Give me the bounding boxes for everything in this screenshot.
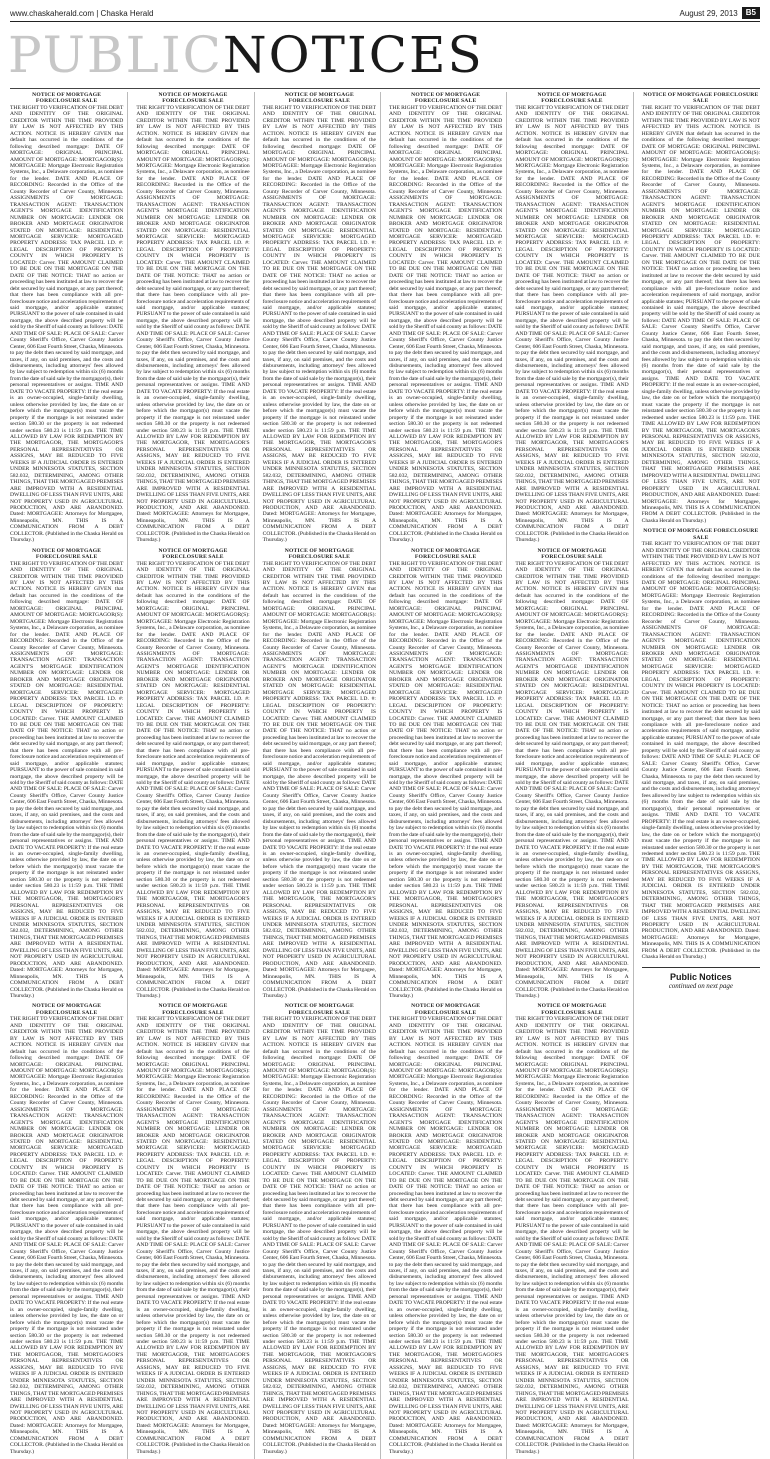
notice-body: THE RIGHT TO VERIFICATION OF THE DEBT AND IDENTITY OF THE ORIGINAL CREDITOR WITHIN THE TIME PROVIDED BY LAW IS NOT AFFECTED BY THIS ACTION. NOTICE IS HEREBY GIVEN that default has occurred in the conditions of the following described mortgage: DATE OF MORTGAGE: ORIGINAL PRINCIPAL AMOUNT OF MORTGAGE: MORTGAGOR(S): MORTGAGEE: Mortgage Electronic Registration Systems, Inc., a Delaware corporation, as nominee for the lender. DATE AND PLACE OF RECORDING: Recorded in the Office of the County Recorder of Carver County, Minnesota. ASSIGNMENTS OF MORTGAGE: TRANSACTION AGENT: TRANSACTION AGENT'S MORTGAGE IDENTIFICATION NUMBER ON MORTGAGE: LENDER OR BROKER AND MORTGAGE ORIGINATOR STATED ON MORTGAGE: RESIDENTIAL MORTGAGE SERVICER: MORTGAGED PROPERTY ADDRESS: TAX PARCEL I.D. #: LEGAL DESCRIPTION OF PROPERTY: COUNTY IN WHICH PROPERTY IS LOCATED: Carver. THE AMOUNT CLAIMED TO BE DUE ON THE MORTGAGE ON THE DATE OF THE NOTICE: THAT no action or proceeding has been instituted at law to recover the debt secured by said mortgage, or any part thereof; that there has been compliance with all pre-foreclosure notice and acceleration requirements of said mortgage, and/or applicable statutes; PURSUANT to the power of sale contained in said mortgage, the above described property will be sold by the Sheriff of said county as follows: DATE AND TIME OF SALE: PLACE OF SALE: Carver County Sheriff's Office, Carver County Justice Center, 606 East Fourth Street, Chaska, Minnesota. to pay the debt then secured by said mortgage, and taxes, if any, on said premises, and the costs and disbursements, including attorneys' fees allowed by law subject to redemption within six (6) months from the date of said sale by the mortgagor(s), their personal representatives or assigns. TIME AND DATE TO VACATE PROPERTY: If the real estate is an owner-occupied, single-family dwelling, unless otherwise provided by law, the date on or before which the mortgagor(s) must vacate the property if the mortgage is not reinstated under section 580.30 or the property is not redeemed under section 580.23 is 11:59 p.m. THE TIME ALLOWED BY LAW FOR REDEMPTION BY THE MORTGAGOR, THE MORTGAGOR'S PERSONAL REPRESENTATIVES OR ASSIGNS, MAY BE REDUCED TO FIVE WEEKS IF A JUDICIAL ORDER IS ENTERED UNDER MINNESOTA STATUTES, SECTION 582.032, DETERMINING, AMONG OTHER THINGS, THAT THE MORTGAGED PREMISES ARE IMPROVED WITH A RESIDENTIAL DWELLING OF LESS THAN FIVE UNITS, ARE NOT PROPERTY USED IN AGRICULTURAL PRODUCTION, AND ARE ABANDONED. Dated: MORTGAGEE: Attorneys for Mortgagee, Minneapolis, MN. THIS IS A COMMUNICATION FROM A DEBT COLLECTOR. (Published in the Chaska Herald on Thursday.)	[262, 104, 376, 544]
notice-body: THE RIGHT TO VERIFICATION OF THE DEBT AND IDENTITY OF THE ORIGINAL CREDITOR WITHIN THE TIME PROVIDED BY LAW IS NOT AFFECTED BY THIS ACTION. NOTICE IS HEREBY GIVEN that default has occurred in the conditions of the following described mortgage: DATE OF MORTGAGE: ORIGINAL PRINCIPAL AMOUNT OF MORTGAGE: MORTGAGOR(S): MORTGAGEE: Mortgage Electronic Registration Systems, Inc., a Delaware corporation, as nominee for the lender. DATE AND PLACE OF RECORDING: Recorded in the Office of the County Recorder of Carver County, Minnesota. ASSIGNMENTS OF MORTGAGE: TRANSACTION AGENT: TRANSACTION AGENT'S MORTGAGE IDENTIFICATION NUMBER ON MORTGAGE: LENDER OR BROKER AND MORTGAGE ORIGINATOR STATED ON MORTGAGE: RESIDENTIAL MORTGAGE SERVICER: MORTGAGED PROPERTY ADDRESS: TAX PARCEL I.D. #: LEGAL DESCRIPTION OF PROPERTY: COUNTY IN WHICH PROPERTY IS LOCATED: Carver. THE AMOUNT CLAIMED TO BE DUE ON THE MORTGAGE ON THE DATE OF THE NOTICE: THAT no action or proceeding has been instituted at law to recover the debt secured by said mortgage, or any part thereof; that there has been compliance with all pre-foreclosure notice and acceleration requirements of said mortgage, and/or applicable statutes; PURSUANT to the power of sale contained in said mortgage, the above described property will be sold by the Sheriff of said county as follows: DATE AND TIME OF SALE: PLACE OF SALE: Carver County Sheriff's Office, Carver County Justice Center, 606 East Fourth Street, Chaska, Minnesota. to pay the debt then secured by said mortgage, and taxes, if any, on said premises, and the costs and disbursements, including attorneys' fees allowed by law subject to redemption within six (6) months from the date of said sale by the mortgagor(s), their personal representatives or assigns. TIME AND DATE TO VACATE PROPERTY: If the real estate is an owner-occupied, single-family dwelling, unless otherwise provided by law, the date on or before which the mortgagor(s) must vacate the property if the mortgage is not reinstated under section 580.30 or the property is not redeemed under section 580.23 is 11:59 p.m. THE TIME ALLOWED BY LAW FOR REDEMPTION BY THE MORTGAGOR, THE MORTGAGOR'S PERSONAL REPRESENTATIVES OR ASSIGNS, MAY BE REDUCED TO FIVE WEEKS IF A JUDICIAL ORDER IS ENTERED UNDER MINNESOTA STATUTES, SECTION 582.032, DETERMINING, AMONG OTHER THINGS, THAT THE MORTGAGED PREMISES ARE IMPROVED WITH A RESIDENTIAL DWELLING OF LESS THAN FIVE UNITS, ARE NOT PROPERTY USED IN AGRICULTURAL PRODUCTION, AND ARE ABANDONED. Dated: MORTGAGEE: Attorneys for Mortgagee, Minneapolis, MN. THIS IS A COMMUNICATION FROM A DEBT COLLECTOR. (Published in the Chaska Herald on Thursday.)	[262, 1016, 376, 1455]
notice-heading: NOTICE OF MORTGAGE FORECLOSURE SALE	[32, 1003, 102, 1016]
section-masthead	[8, 24, 484, 86]
masthead-title-dark: NOTICES	[222, 26, 484, 84]
notice-body: THE RIGHT TO VERIFICATION OF THE DEBT AND IDENTITY OF THE ORIGINAL CREDITOR WITHIN THE TIME PROVIDED BY LAW IS NOT AFFECTED BY THIS ACTION. NOTICE IS HEREBY GIVEN that default has occurred in the conditions of the following described mortgage: DATE OF MORTGAGE: ORIGINAL PRINCIPAL AMOUNT OF MORTGAGE: MORTGAGOR(S): MORTGAGEE: Mortgage Electronic Registration Systems, Inc., a Delaware corporation, as nominee for the lender. DATE AND PLACE OF RECORDING: Recorded in the Office of the County Recorder of Carver County, Minnesota. ASSIGNMENTS OF MORTGAGE: TRANSACTION AGENT: TRANSACTION AGENT'S MORTGAGE IDENTIFICATION NUMBER ON MORTGAGE: LENDER OR BROKER AND MORTGAGE ORIGINATOR STATED ON MORTGAGE: RESIDENTIAL MORTGAGE SERVICER: MORTGAGED PROPERTY ADDRESS: TAX PARCEL I.D. #: LEGAL DESCRIPTION OF PROPERTY: COUNTY IN WHICH PROPERTY IS LOCATED: Carver. THE AMOUNT CLAIMED TO BE DUE ON THE MORTGAGE ON THE DATE OF THE NOTICE: THAT no action or proceeding has been instituted at law to recover the debt secured by said mortgage, or any part thereof; that there has been compliance with all pre-foreclosure notice and acceleration requirements of said mortgage, and/or applicable statutes; PURSUANT to the power of sale contained in said mortgage, the above described property will be sold by the Sheriff of said county as follows: DATE AND TIME OF SALE: PLACE OF SALE: Carver County Sheriff's Office, Carver County Justice Center, 606 East Fourth Street, Chaska, Minnesota. to pay the debt then secured by said mortgage, and taxes, if any, on said premises, and the costs and disbursements, including attorneys' fees allowed by law subject to redemption within six (6) months from the date of said sale by the mortgagor(s), their personal representatives or assigns. TIME AND DATE TO VACATE PROPERTY: If the real estate is an owner-occupied, single-family dwelling, unless otherwise provided by law, the date on or before which the mortgagor(s) must vacate the property if the mortgage is not reinstated under section 580.30 or the property is not redeemed under section 580.23 is 11:59 p.m. THE TIME ALLOWED BY LAW FOR REDEMPTION BY THE MORTGAGOR, THE MORTGAGOR'S PERSONAL REPRESENTATIVES OR ASSIGNS, MAY BE REDUCED TO FIVE WEEKS IF A JUDICIAL ORDER IS ENTERED UNDER MINNESOTA STATUTES, SECTION 582.032, DETERMINING, AMONG OTHER THINGS, THAT THE MORTGAGED PREMISES ARE IMPROVED WITH A RESIDENTIAL DWELLING OF LESS THAN FIVE UNITS, ARE NOT PROPERTY USED IN AGRICULTURAL PRODUCTION, AND ARE ABANDONED. Dated: MORTGAGEE: Attorneys for Mortgagee, Minneapolis, MN. THIS IS A COMMUNICATION FROM A DEBT COLLECTOR. (Published in the Chaska Herald on Thursday.)	[136, 1016, 250, 1455]
legal-notice	[515, 92, 628, 544]
legal-notice	[136, 1003, 249, 1455]
notice-heading: NOTICE OF MORTGAGE FORECLOSURE SALE	[32, 547, 102, 561]
legal-notice	[515, 1003, 628, 1455]
footer-subtitle: continued on next page	[668, 981, 733, 990]
notice-body: THE RIGHT TO VERIFICATION OF THE DEBT AND IDENTITY OF THE ORIGINAL CREDITOR WITHIN THE TIME PROVIDED BY LAW IS NOT AFFECTED BY THIS ACTION. NOTICE IS HEREBY GIVEN that default has occurred in the conditions of the following described mortgage: DATE OF MORTGAGE: ORIGINAL PRINCIPAL AMOUNT OF MORTGAGE: MORTGAGOR(S): MORTGAGEE: Mortgage Electronic Registration Systems, Inc., a Delaware corporation, as nominee for the lender. DATE AND PLACE OF RECORDING: Recorded in the Office of the County Recorder of Carver County, Minnesota. ASSIGNMENTS OF MORTGAGE: TRANSACTION AGENT: TRANSACTION AGENT'S MORTGAGE IDENTIFICATION NUMBER ON MORTGAGE: LENDER OR BROKER AND MORTGAGE ORIGINATOR STATED ON MORTGAGE: RESIDENTIAL MORTGAGE SERVICER: MORTGAGED PROPERTY ADDRESS: TAX PARCEL I.D. #: LEGAL DESCRIPTION OF PROPERTY: COUNTY IN WHICH PROPERTY IS LOCATED: Carver. THE AMOUNT CLAIMED TO BE DUE ON THE MORTGAGE ON THE DATE OF THE NOTICE: THAT no action or proceeding has been instituted at law to recover the debt secured by said mortgage, or any part thereof; that there has been compliance with all pre-foreclosure notice and acceleration requirements of said mortgage, and/or applicable statutes; PURSUANT to the power of sale contained in said mortgage, the above described property will be sold by the Sheriff of said county as follows: DATE AND TIME OF SALE: PLACE OF SALE: Carver County Sheriff's Office, Carver County Justice Center, 606 East Fourth Street, Chaska, Minnesota. to pay the debt then secured by said mortgage, and taxes, if any, on said premises, and the costs and disbursements, including attorneys' fees allowed by law subject to redemption within six (6) months from the date of said sale by the mortgagor(s), their personal representatives or assigns. TIME AND DATE TO VACATE PROPERTY: If the real estate is an owner-occupied, single-family dwelling, unless otherwise provided by law, the date on or before which the mortgagor(s) must vacate the property if the mortgage is not reinstated under section 580.30 or the property is not redeemed under section 580.23 is 11:59 p.m. THE TIME ALLOWED BY LAW FOR REDEMPTION BY THE MORTGAGOR, THE MORTGAGOR'S PERSONAL REPRESENTATIVES OR ASSIGNS, MAY BE REDUCED TO FIVE WEEKS IF A JUDICIAL ORDER IS ENTERED UNDER MINNESOTA STATUTES, SECTION 582.032, DETERMINING, AMONG OTHER THINGS, THAT THE MORTGAGED PREMISES ARE IMPROVED WITH A RESIDENTIAL DWELLING OF LESS THAN FIVE UNITS, ARE NOT PROPERTY USED IN AGRICULTURAL PRODUCTION, AND ARE ABANDONED. Dated: MORTGAGEE: Attorneys for Mortgagee, Minneapolis, MN. THIS IS A COMMUNICATION FROM A DEBT COLLECTOR. (Published in the Chaska Herald on Thursday.)	[389, 560, 503, 999]
notice-heading: NOTICE OF MORTGAGE FORECLOSURE SALE	[284, 1003, 354, 1016]
legal-notice	[642, 92, 760, 524]
column-6	[642, 92, 760, 1459]
column-3	[263, 92, 381, 1459]
continued-footer	[642, 967, 760, 990]
notice-heading: NOTICE OF MORTGAGE FORECLOSURE SALE	[32, 92, 102, 105]
header-right	[679, 7, 760, 19]
legal-notice	[263, 1003, 376, 1455]
column-5	[515, 92, 633, 1459]
notice-body: THE RIGHT TO VERIFICATION OF THE DEBT AND IDENTITY OF THE ORIGINAL CREDITOR WITHIN THE TIME PROVIDED BY LAW IS NOT AFFECTED BY THIS ACTION. NOTICE IS HEREBY GIVEN that default has occurred in the conditions of the following described mortgage: DATE OF MORTGAGE: ORIGINAL PRINCIPAL AMOUNT OF MORTGAGE: MORTGAGOR(S): MORTGAGEE: Mortgage Electronic Registration Systems, Inc., a Delaware corporation, as nominee for the lender. DATE AND PLACE OF RECORDING: Recorded in the Office of the County Recorder of Carver County, Minnesota. ASSIGNMENTS OF MORTGAGE: TRANSACTION AGENT: TRANSACTION AGENT'S MORTGAGE IDENTIFICATION NUMBER ON MORTGAGE: LENDER OR BROKER AND MORTGAGE ORIGINATOR STATED ON MORTGAGE: RESIDENTIAL MORTGAGE SERVICER: MORTGAGED PROPERTY ADDRESS: TAX PARCEL I.D. #: LEGAL DESCRIPTION OF PROPERTY: COUNTY IN WHICH PROPERTY IS LOCATED: Carver. THE AMOUNT CLAIMED TO BE DUE ON THE MORTGAGE ON THE DATE OF THE NOTICE: THAT no action or proceeding has been instituted at law to recover the debt secured by said mortgage, or any part thereof; that there has been compliance with all pre-foreclosure notice and acceleration requirements of said mortgage, and/or applicable statutes; PURSUANT to the power of sale contained in said mortgage, the above described property will be sold by the Sheriff of said county as follows: DATE AND TIME OF SALE: PLACE OF SALE: Carver County Sheriff's Office, Carver County Justice Center, 606 East Fourth Street, Chaska, Minnesota. to pay the debt then secured by said mortgage, and taxes, if any, on said premises, and the costs and disbursements, including attorneys' fees allowed by law subject to redemption within six (6) months from the date of said sale by the mortgagor(s), their personal representatives or assigns. TIME AND DATE TO VACATE PROPERTY: If the real estate is an owner-occupied, single-family dwelling, unless otherwise provided by law, the date on or before which the mortgagor(s) must vacate the property if the mortgage is not reinstated under section 580.30 or the property is not redeemed under section 580.23 is 11:59 p.m. THE TIME ALLOWED BY LAW FOR REDEMPTION BY THE MORTGAGOR, THE MORTGAGOR'S PERSONAL REPRESENTATIVES OR ASSIGNS, MAY BE REDUCED TO FIVE WEEKS IF A JUDICIAL ORDER IS ENTERED UNDER MINNESOTA STATUTES, SECTION 582.032, DETERMINING, AMONG OTHER THINGS, THAT THE MORTGAGED PREMISES ARE IMPROVED WITH A RESIDENTIAL DWELLING OF LESS THAN FIVE UNITS, ARE NOT PROPERTY USED IN AGRICULTURAL PRODUCTION, AND ARE ABANDONED. Dated: MORTGAGEE: Attorneys for Mortgagee, Minneapolis, MN. THIS IS A COMMUNICATION FROM A DEBT COLLECTOR. (Published in the Chaska Herald on Thursday.)	[136, 560, 250, 999]
page-number-badge: B5	[742, 7, 760, 19]
legal-notice	[389, 1003, 502, 1455]
column-4	[389, 92, 507, 1459]
notice-heading: NOTICE OF MORTGAGE FORECLOSURE SALE	[537, 92, 607, 105]
legal-notice	[136, 548, 249, 1000]
notice-body: THE RIGHT TO VERIFICATION OF THE DEBT AND IDENTITY OF THE ORIGINAL CREDITOR WITHIN THE TIME PROVIDED BY LAW IS NOT AFFECTED BY THIS ACTION. NOTICE IS HEREBY GIVEN that default has occurred in the conditions of the following described mortgage: DATE OF MORTGAGE: ORIGINAL PRINCIPAL AMOUNT OF MORTGAGE: MORTGAGOR(S): MORTGAGEE: Mortgage Electronic Registration Systems, Inc., a Delaware corporation, as nominee for the lender. DATE AND PLACE OF RECORDING: Recorded in the Office of the County Recorder of Carver County, Minnesota. ASSIGNMENTS OF MORTGAGE: TRANSACTION AGENT: TRANSACTION AGENT'S MORTGAGE IDENTIFICATION NUMBER ON MORTGAGE: LENDER OR BROKER AND MORTGAGE ORIGINATOR STATED ON MORTGAGE: RESIDENTIAL MORTGAGE SERVICER: MORTGAGED PROPERTY ADDRESS: TAX PARCEL I.D. #: LEGAL DESCRIPTION OF PROPERTY: COUNTY IN WHICH PROPERTY IS LOCATED: Carver. THE AMOUNT CLAIMED TO BE DUE ON THE MORTGAGE ON THE DATE OF THE NOTICE: THAT no action or proceeding has been instituted at law to recover the debt secured by said mortgage, or any part thereof; that there has been compliance with all pre-foreclosure notice and acceleration requirements of said mortgage, and/or applicable statutes; PURSUANT to the power of sale contained in said mortgage, the above described property will be sold by the Sheriff of said county as follows: DATE AND TIME OF SALE: PLACE OF SALE: Carver County Sheriff's Office, Carver County Justice Center, 606 East Fourth Street, Chaska, Minnesota. to pay the debt then secured by said mortgage, and taxes, if any, on said premises, and the costs and disbursements, including attorneys' fees allowed by law subject to redemption within six (6) months from the date of said sale by the mortgagor(s), their personal representatives or assigns. TIME AND DATE TO VACATE PROPERTY: If the real estate is an owner-occupied, single-family dwelling, unless otherwise provided by law, the date on or before which the mortgagor(s) must vacate the property if the mortgage is not reinstated under section 580.30 or the property is not redeemed under section 580.23 is 11:59 p.m. THE TIME ALLOWED BY LAW FOR REDEMPTION BY THE MORTGAGOR, THE MORTGAGOR'S PERSONAL REPRESENTATIVES OR ASSIGNS, MAY BE REDUCED TO FIVE WEEKS IF A JUDICIAL ORDER IS ENTERED UNDER MINNESOTA STATUTES, SECTION 582.032, DETERMINING, AMONG OTHER THINGS, THAT THE MORTGAGED PREMISES ARE IMPROVED WITH A RESIDENTIAL DWELLING OF LESS THAN FIVE UNITS, ARE NOT PROPERTY USED IN AGRICULTURAL PRODUCTION, AND ARE ABANDONED. Dated: MORTGAGEE: Attorneys for Mortgagee, Minneapolis, MN. THIS IS A COMMUNICATION FROM A DEBT COLLECTOR. (Published in the Chaska Herald on Thursday.)	[641, 541, 760, 961]
column-1	[10, 92, 128, 1459]
notice-body: THE RIGHT TO VERIFICATION OF THE DEBT AND IDENTITY OF THE ORIGINAL CREDITOR WITHIN THE TIME PROVIDED BY LAW IS NOT AFFECTED BY THIS ACTION. NOTICE IS HEREBY GIVEN that default has occurred in the conditions of the following described mortgage: DATE OF MORTGAGE: ORIGINAL PRINCIPAL AMOUNT OF MORTGAGE: MORTGAGOR(S): MORTGAGEE: Mortgage Electronic Registration Systems, Inc., a Delaware corporation, as nominee for the lender. DATE AND PLACE OF RECORDING: Recorded in the Office of the County Recorder of Carver County, Minnesota. ASSIGNMENTS OF MORTGAGE: TRANSACTION AGENT: TRANSACTION AGENT'S MORTGAGE IDENTIFICATION NUMBER ON MORTGAGE: LENDER OR BROKER AND MORTGAGE ORIGINATOR STATED ON MORTGAGE: RESIDENTIAL MORTGAGE SERVICER: MORTGAGED PROPERTY ADDRESS: TAX PARCEL I.D. #: LEGAL DESCRIPTION OF PROPERTY: COUNTY IN WHICH PROPERTY IS LOCATED: Carver. THE AMOUNT CLAIMED TO BE DUE ON THE MORTGAGE ON THE DATE OF THE NOTICE: THAT no action or proceeding has been instituted at law to recover the debt secured by said mortgage, or any part thereof; that there has been compliance with all pre-foreclosure notice and acceleration requirements of said mortgage, and/or applicable statutes; PURSUANT to the power of sale contained in said mortgage, the above described property will be sold by the Sheriff of said county as follows: DATE AND TIME OF SALE: PLACE OF SALE: Carver County Sheriff's Office, Carver County Justice Center, 606 East Fourth Street, Chaska, Minnesota. to pay the debt then secured by said mortgage, and taxes, if any, on said premises, and the costs and disbursements, including attorneys' fees allowed by law subject to redemption within six (6) months from the date of said sale by the mortgagor(s), their personal representatives or assigns. TIME AND DATE TO VACATE PROPERTY: If the real estate is an owner-occupied, single-family dwelling, unless otherwise provided by law, the date on or before which the mortgagor(s) must vacate the property if the mortgage is not reinstated under section 580.30 or the property is not redeemed under section 580.23 is 11:59 p.m. THE TIME ALLOWED BY LAW FOR REDEMPTION BY THE MORTGAGOR, THE MORTGAGOR'S PERSONAL REPRESENTATIVES OR ASSIGNS, MAY BE REDUCED TO FIVE WEEKS IF A JUDICIAL ORDER IS ENTERED UNDER MINNESOTA STATUTES, SECTION 582.032, DETERMINING, AMONG OTHER THINGS, THAT THE MORTGAGED PREMISES ARE IMPROVED WITH A RESIDENTIAL DWELLING OF LESS THAN FIVE UNITS, ARE NOT PROPERTY USED IN AGRICULTURAL PRODUCTION, AND ARE ABANDONED. Dated: MORTGAGEE: Attorneys for Mortgagee, Minneapolis, MN. THIS IS A COMMUNICATION FROM A DEBT COLLECTOR. (Published in the Chaska Herald on Thursday.)	[389, 1016, 503, 1455]
legal-notice	[10, 548, 123, 1000]
notice-heading: NOTICE OF MORTGAGE FORECLOSURE SALE	[158, 92, 228, 105]
notice-body: THE RIGHT TO VERIFICATION OF THE DEBT AND IDENTITY OF THE ORIGINAL CREDITOR WITHIN THE TIME PROVIDED BY LAW IS NOT AFFECTED BY THIS ACTION. NOTICE IS HEREBY GIVEN that default has occurred in the conditions of the following described mortgage: DATE OF MORTGAGE: ORIGINAL PRINCIPAL AMOUNT OF MORTGAGE: MORTGAGOR(S): MORTGAGEE: Mortgage Electronic Registration Systems, Inc., a Delaware corporation, as nominee for the lender. DATE AND PLACE OF RECORDING: Recorded in the Office of the County Recorder of Carver County, Minnesota. ASSIGNMENTS OF MORTGAGE: TRANSACTION AGENT: TRANSACTION AGENT'S MORTGAGE IDENTIFICATION NUMBER ON MORTGAGE: LENDER OR BROKER AND MORTGAGE ORIGINATOR STATED ON MORTGAGE: RESIDENTIAL MORTGAGE SERVICER: MORTGAGED PROPERTY ADDRESS: TAX PARCEL I.D. #: LEGAL DESCRIPTION OF PROPERTY: COUNTY IN WHICH PROPERTY IS LOCATED: Carver. THE AMOUNT CLAIMED TO BE DUE ON THE MORTGAGE ON THE DATE OF THE NOTICE: THAT no action or proceeding has been instituted at law to recover the debt secured by said mortgage, or any part thereof; that there has been compliance with all pre-foreclosure notice and acceleration requirements of said mortgage, and/or applicable statutes; PURSUANT to the power of sale contained in said mortgage, the above described property will be sold by the Sheriff of said county as follows: DATE AND TIME OF SALE: PLACE OF SALE: Carver County Sheriff's Office, Carver County Justice Center, 606 East Fourth Street, Chaska, Minnesota. to pay the debt then secured by said mortgage, and taxes, if any, on said premises, and the costs and disbursements, including attorneys' fees allowed by law subject to redemption within six (6) months from the date of said sale by the mortgagor(s), their personal representatives or assigns. TIME AND DATE TO VACATE PROPERTY: If the real estate is an owner-occupied, single-family dwelling, unless otherwise provided by law, the date on or before which the mortgagor(s) must vacate the property if the mortgage is not reinstated under section 580.30 or the property is not redeemed under section 580.23 is 11:59 p.m. THE TIME ALLOWED BY LAW FOR REDEMPTION BY THE MORTGAGOR, THE MORTGAGOR'S PERSONAL REPRESENTATIVES OR ASSIGNS, MAY BE REDUCED TO FIVE WEEKS IF A JUDICIAL ORDER IS ENTERED UNDER MINNESOTA STATUTES, SECTION 582.032, DETERMINING, AMONG OTHER THINGS, THAT THE MORTGAGED PREMISES ARE IMPROVED WITH A RESIDENTIAL DWELLING OF LESS THAN FIVE UNITS, ARE NOT PROPERTY USED IN AGRICULTURAL PRODUCTION, AND ARE ABANDONED. Dated: MORTGAGEE: Attorneys for Mortgagee, Minneapolis, MN. THIS IS A COMMUNICATION FROM A DEBT COLLECTOR. (Published in the Chaska Herald on Thursday.)	[515, 1016, 629, 1455]
notice-heading: NOTICE OF MORTGAGE FORECLOSURE SALE	[537, 1003, 607, 1016]
notice-heading: NOTICE OF MORTGAGE FORECLOSURE SALE	[643, 92, 759, 105]
header-rule	[10, 21, 760, 22]
masthead-rule	[10, 88, 760, 89]
notice-body: THE RIGHT TO VERIFICATION OF THE DEBT AND IDENTITY OF THE ORIGINAL CREDITOR WITHIN THE TIME PROVIDED BY LAW IS NOT AFFECTED BY THIS ACTION. NOTICE IS HEREBY GIVEN that default has occurred in the conditions of the following described mortgage: DATE OF MORTGAGE: ORIGINAL PRINCIPAL AMOUNT OF MORTGAGE: MORTGAGOR(S): MORTGAGEE: Mortgage Electronic Registration Systems, Inc., a Delaware corporation, as nominee for the lender. DATE AND PLACE OF RECORDING: Recorded in the Office of the County Recorder of Carver County, Minnesota. ASSIGNMENTS OF MORTGAGE: TRANSACTION AGENT: TRANSACTION AGENT'S MORTGAGE IDENTIFICATION NUMBER ON MORTGAGE: LENDER OR BROKER AND MORTGAGE ORIGINATOR STATED ON MORTGAGE: RESIDENTIAL MORTGAGE SERVICER: MORTGAGED PROPERTY ADDRESS: TAX PARCEL I.D. #: LEGAL DESCRIPTION OF PROPERTY: COUNTY IN WHICH PROPERTY IS LOCATED: Carver. THE AMOUNT CLAIMED TO BE DUE ON THE MORTGAGE ON THE DATE OF THE NOTICE: THAT no action or proceeding has been instituted at law to recover the debt secured by said mortgage, or any part thereof; that there has been compliance with all pre-foreclosure notice and acceleration requirements of said mortgage, and/or applicable statutes; PURSUANT to the power of sale contained in said mortgage, the above described property will be sold by the Sheriff of said county as follows: DATE AND TIME OF SALE: PLACE OF SALE: Carver County Sheriff's Office, Carver County Justice Center, 606 East Fourth Street, Chaska, Minnesota. to pay the debt then secured by said mortgage, and taxes, if any, on said premises, and the costs and disbursements, including attorneys' fees allowed by law subject to redemption within six (6) months from the date of said sale by the mortgagor(s), their personal representatives or assigns. TIME AND DATE TO VACATE PROPERTY: If the real estate is an owner-occupied, single-family dwelling, unless otherwise provided by law, the date on or before which the mortgagor(s) must vacate the property if the mortgage is not reinstated under section 580.30 or the property is not redeemed under section 580.23 is 11:59 p.m. THE TIME ALLOWED BY LAW FOR REDEMPTION BY THE MORTGAGOR, THE MORTGAGOR'S PERSONAL REPRESENTATIVES OR ASSIGNS, MAY BE REDUCED TO FIVE WEEKS IF A JUDICIAL ORDER IS ENTERED UNDER MINNESOTA STATUTES, SECTION 582.032, DETERMINING, AMONG OTHER THINGS, THAT THE MORTGAGED PREMISES ARE IMPROVED WITH A RESIDENTIAL DWELLING OF LESS THAN FIVE UNITS, ARE NOT PROPERTY USED IN AGRICULTURAL PRODUCTION, AND ARE ABANDONED. Dated: MORTGAGEE: Attorneys for Mortgagee, Minneapolis, MN. THIS IS A COMMUNICATION FROM A DEBT COLLECTOR. (Published in the Chaska Herald on Thursday.)	[136, 104, 250, 544]
legal-notice	[642, 528, 760, 960]
notice-heading: NOTICE OF MORTGAGE FORECLOSURE SALE	[411, 547, 481, 561]
masthead-title-light: PUBLIC	[8, 26, 223, 84]
legal-notice	[136, 92, 249, 544]
notice-heading: NOTICE OF MORTGAGE FORECLOSURE SALE	[284, 547, 354, 561]
notice-body: THE RIGHT TO VERIFICATION OF THE DEBT AND IDENTITY OF THE ORIGINAL CREDITOR WITHIN THE TIME PROVIDED BY LAW IS NOT AFFECTED BY THIS ACTION. NOTICE IS HEREBY GIVEN that default has occurred in the conditions of the following described mortgage: DATE OF MORTGAGE: ORIGINAL PRINCIPAL AMOUNT OF MORTGAGE: MORTGAGOR(S): MORTGAGEE: Mortgage Electronic Registration Systems, Inc., a Delaware corporation, as nominee for the lender. DATE AND PLACE OF RECORDING: Recorded in the Office of the County Recorder of Carver County, Minnesota. ASSIGNMENTS OF MORTGAGE: TRANSACTION AGENT: TRANSACTION AGENT'S MORTGAGE IDENTIFICATION NUMBER ON MORTGAGE: LENDER OR BROKER AND MORTGAGE ORIGINATOR STATED ON MORTGAGE: RESIDENTIAL MORTGAGE SERVICER: MORTGAGED PROPERTY ADDRESS: TAX PARCEL I.D. #: LEGAL DESCRIPTION OF PROPERTY: COUNTY IN WHICH PROPERTY IS LOCATED: Carver. THE AMOUNT CLAIMED TO BE DUE ON THE MORTGAGE ON THE DATE OF THE NOTICE: THAT no action or proceeding has been instituted at law to recover the debt secured by said mortgage, or any part thereof; that there has been compliance with all pre-foreclosure notice and acceleration requirements of said mortgage, and/or applicable statutes; PURSUANT to the power of sale contained in said mortgage, the above described property will be sold by the Sheriff of said county as follows: DATE AND TIME OF SALE: PLACE OF SALE: Carver County Sheriff's Office, Carver County Justice Center, 606 East Fourth Street, Chaska, Minnesota. to pay the debt then secured by said mortgage, and taxes, if any, on said premises, and the costs and disbursements, including attorneys' fees allowed by law subject to redemption within six (6) months from the date of said sale by the mortgagor(s), their personal representatives or assigns. TIME AND DATE TO VACATE PROPERTY: If the real estate is an owner-occupied, single-family dwelling, unless otherwise provided by law, the date on or before which the mortgagor(s) must vacate the property if the mortgage is not reinstated under section 580.30 or the property is not redeemed under section 580.23 is 11:59 p.m. THE TIME ALLOWED BY LAW FOR REDEMPTION BY THE MORTGAGOR, THE MORTGAGOR'S PERSONAL REPRESENTATIVES OR ASSIGNS, MAY BE REDUCED TO FIVE WEEKS IF A JUDICIAL ORDER IS ENTERED UNDER MINNESOTA STATUTES, SECTION 582.032, DETERMINING, AMONG OTHER THINGS, THAT THE MORTGAGED PREMISES ARE IMPROVED WITH A RESIDENTIAL DWELLING OF LESS THAN FIVE UNITS, ARE NOT PROPERTY USED IN AGRICULTURAL PRODUCTION, AND ARE ABANDONED. Dated: MORTGAGEE: Attorneys for Mortgagee, Minneapolis, MN. THIS IS A COMMUNICATION FROM A DEBT COLLECTOR. (Published in the Chaska Herald on Thursday.)	[10, 560, 124, 999]
notice-heading: NOTICE OF MORTGAGE FORECLOSURE SALE	[643, 528, 759, 541]
legal-notice	[263, 548, 376, 1000]
notice-body: THE RIGHT TO VERIFICATION OF THE DEBT AND IDENTITY OF THE ORIGINAL CREDITOR WITHIN THE TIME PROVIDED BY LAW IS NOT AFFECTED BY THIS ACTION. NOTICE IS HEREBY GIVEN that default has occurred in the conditions of the following described mortgage: DATE OF MORTGAGE: ORIGINAL PRINCIPAL AMOUNT OF MORTGAGE: MORTGAGOR(S): MORTGAGEE: Mortgage Electronic Registration Systems, Inc., a Delaware corporation, as nominee for the lender. DATE AND PLACE OF RECORDING: Recorded in the Office of the County Recorder of Carver County, Minnesota. ASSIGNMENTS OF MORTGAGE: TRANSACTION AGENT: TRANSACTION AGENT'S MORTGAGE IDENTIFICATION NUMBER ON MORTGAGE: LENDER OR BROKER AND MORTGAGE ORIGINATOR STATED ON MORTGAGE: RESIDENTIAL MORTGAGE SERVICER: MORTGAGED PROPERTY ADDRESS: TAX PARCEL I.D. #: LEGAL DESCRIPTION OF PROPERTY: COUNTY IN WHICH PROPERTY IS LOCATED: Carver. THE AMOUNT CLAIMED TO BE DUE ON THE MORTGAGE ON THE DATE OF THE NOTICE: THAT no action or proceeding has been instituted at law to recover the debt secured by said mortgage, or any part thereof; that there has been compliance with all pre-foreclosure notice and acceleration requirements of said mortgage, and/or applicable statutes; PURSUANT to the power of sale contained in said mortgage, the above described property will be sold by the Sheriff of said county as follows: DATE AND TIME OF SALE: PLACE OF SALE: Carver County Sheriff's Office, Carver County Justice Center, 606 East Fourth Street, Chaska, Minnesota. to pay the debt then secured by said mortgage, and taxes, if any, on said premises, and the costs and disbursements, including attorneys' fees allowed by law subject to redemption within six (6) months from the date of said sale by the mortgagor(s), their personal representatives or assigns. TIME AND DATE TO VACATE PROPERTY: If the real estate is an owner-occupied, single-family dwelling, unless otherwise provided by law, the date on or before which the mortgagor(s) must vacate the property if the mortgage is not reinstated under section 580.30 or the property is not redeemed under section 580.23 is 11:59 p.m. THE TIME ALLOWED BY LAW FOR REDEMPTION BY THE MORTGAGOR, THE MORTGAGOR'S PERSONAL REPRESENTATIVES OR ASSIGNS, MAY BE REDUCED TO FIVE WEEKS IF A JUDICIAL ORDER IS ENTERED UNDER MINNESOTA STATUTES, SECTION 582.032, DETERMINING, AMONG OTHER THINGS, THAT THE MORTGAGED PREMISES ARE IMPROVED WITH A RESIDENTIAL DWELLING OF LESS THAN FIVE UNITS, ARE NOT PROPERTY USED IN AGRICULTURAL PRODUCTION, AND ARE ABANDONED. Dated: MORTGAGEE: Attorneys for Mortgagee, Minneapolis, MN. THIS IS A COMMUNICATION FROM A DEBT COLLECTOR. (Published in the Chaska Herald on Thursday.)	[515, 560, 629, 999]
notice-body: THE RIGHT TO VERIFICATION OF THE DEBT AND IDENTITY OF THE ORIGINAL CREDITOR WITHIN THE TIME PROVIDED BY LAW IS NOT AFFECTED BY THIS ACTION. NOTICE IS HEREBY GIVEN that default has occurred in the conditions of the following described mortgage: DATE OF MORTGAGE: ORIGINAL PRINCIPAL AMOUNT OF MORTGAGE: MORTGAGOR(S): MORTGAGEE: Mortgage Electronic Registration Systems, Inc., a Delaware corporation, as nominee for the lender. DATE AND PLACE OF RECORDING: Recorded in the Office of the County Recorder of Carver County, Minnesota. ASSIGNMENTS OF MORTGAGE: TRANSACTION AGENT: TRANSACTION AGENT'S MORTGAGE IDENTIFICATION NUMBER ON MORTGAGE: LENDER OR BROKER AND MORTGAGE ORIGINATOR STATED ON MORTGAGE: RESIDENTIAL MORTGAGE SERVICER: MORTGAGED PROPERTY ADDRESS: TAX PARCEL I.D. #: LEGAL DESCRIPTION OF PROPERTY: COUNTY IN WHICH PROPERTY IS LOCATED: Carver. THE AMOUNT CLAIMED TO BE DUE ON THE MORTGAGE ON THE DATE OF THE NOTICE: THAT no action or proceeding has been instituted at law to recover the debt secured by said mortgage, or any part thereof; that there has been compliance with all pre-foreclosure notice and acceleration requirements of said mortgage, and/or applicable statutes; PURSUANT to the power of sale contained in said mortgage, the above described property will be sold by the Sheriff of said county as follows: DATE AND TIME OF SALE: PLACE OF SALE: Carver County Sheriff's Office, Carver County Justice Center, 606 East Fourth Street, Chaska, Minnesota. to pay the debt then secured by said mortgage, and taxes, if any, on said premises, and the costs and disbursements, including attorneys' fees allowed by law subject to redemption within six (6) months from the date of said sale by the mortgagor(s), their personal representatives or assigns. TIME AND DATE TO VACATE PROPERTY: If the real estate is an owner-occupied, single-family dwelling, unless otherwise provided by law, the date on or before which the mortgagor(s) must vacate the property if the mortgage is not reinstated under section 580.30 or the property is not redeemed under section 580.23 is 11:59 p.m. THE TIME ALLOWED BY LAW FOR REDEMPTION BY THE MORTGAGOR, THE MORTGAGOR'S PERSONAL REPRESENTATIVES OR ASSIGNS, MAY BE REDUCED TO FIVE WEEKS IF A JUDICIAL ORDER IS ENTERED UNDER MINNESOTA STATUTES, SECTION 582.032, DETERMINING, AMONG OTHER THINGS, THAT THE MORTGAGED PREMISES ARE IMPROVED WITH A RESIDENTIAL DWELLING OF LESS THAN FIVE UNITS, ARE NOT PROPERTY USED IN AGRICULTURAL PRODUCTION, AND ARE ABANDONED. Dated: MORTGAGEE: Attorneys for Mortgagee, Minneapolis, MN. THIS IS A COMMUNICATION FROM A DEBT COLLECTOR. (Published in the Chaska Herald on Thursday.)	[515, 104, 629, 544]
legal-notice	[389, 92, 502, 544]
notice-body: THE RIGHT TO VERIFICATION OF THE DEBT AND IDENTITY OF THE ORIGINAL CREDITOR WITHIN THE TIME PROVIDED BY LAW IS NOT AFFECTED BY THIS ACTION. NOTICE IS HEREBY GIVEN that default has occurred in the conditions of the following described mortgage: DATE OF MORTGAGE: ORIGINAL PRINCIPAL AMOUNT OF MORTGAGE: MORTGAGOR(S): MORTGAGEE: Mortgage Electronic Registration Systems, Inc., a Delaware corporation, as nominee for the lender. DATE AND PLACE OF RECORDING: Recorded in the Office of the County Recorder of Carver County, Minnesota. ASSIGNMENTS OF MORTGAGE: TRANSACTION AGENT: TRANSACTION AGENT'S MORTGAGE IDENTIFICATION NUMBER ON MORTGAGE: LENDER OR BROKER AND MORTGAGE ORIGINATOR STATED ON MORTGAGE: RESIDENTIAL MORTGAGE SERVICER: MORTGAGED PROPERTY ADDRESS: TAX PARCEL I.D. #: LEGAL DESCRIPTION OF PROPERTY: COUNTY IN WHICH PROPERTY IS LOCATED: Carver. THE AMOUNT CLAIMED TO BE DUE ON THE MORTGAGE ON THE DATE OF THE NOTICE: THAT no action or proceeding has been instituted at law to recover the debt secured by said mortgage, or any part thereof; that there has been compliance with all pre-foreclosure notice and acceleration requirements of said mortgage, and/or applicable statutes; PURSUANT to the power of sale contained in said mortgage, the above described property will be sold by the Sheriff of said county as follows: DATE AND TIME OF SALE: PLACE OF SALE: Carver County Sheriff's Office, Carver County Justice Center, 606 East Fourth Street, Chaska, Minnesota. to pay the debt then secured by said mortgage, and taxes, if any, on said premises, and the costs and disbursements, including attorneys' fees allowed by law subject to redemption within six (6) months from the date of said sale by the mortgagor(s), their personal representatives or assigns. TIME AND DATE TO VACATE PROPERTY: If the real estate is an owner-occupied, single-family dwelling, unless otherwise provided by law, the date on or before which the mortgagor(s) must vacate the property if the mortgage is not reinstated under section 580.30 or the property is not redeemed under section 580.23 is 11:59 p.m. THE TIME ALLOWED BY LAW FOR REDEMPTION BY THE MORTGAGOR, THE MORTGAGOR'S PERSONAL REPRESENTATIVES OR ASSIGNS, MAY BE REDUCED TO FIVE WEEKS IF A JUDICIAL ORDER IS ENTERED UNDER MINNESOTA STATUTES, SECTION 582.032, DETERMINING, AMONG OTHER THINGS, THAT THE MORTGAGED PREMISES ARE IMPROVED WITH A RESIDENTIAL DWELLING OF LESS THAN FIVE UNITS, ARE NOT PROPERTY USED IN AGRICULTURAL PRODUCTION, AND ARE ABANDONED. Dated: MORTGAGEE: Attorneys for Mortgagee, Minneapolis, MN. THIS IS A COMMUNICATION FROM A DEBT COLLECTOR. (Published in the Chaska Herald on Thursday.)	[389, 104, 503, 544]
column-2	[136, 92, 254, 1459]
notice-heading: NOTICE OF MORTGAGE FORECLOSURE SALE	[284, 92, 354, 105]
notice-body: THE RIGHT TO VERIFICATION OF THE DEBT AND IDENTITY OF THE ORIGINAL CREDITOR WITHIN THE TIME PROVIDED BY LAW IS NOT AFFECTED BY THIS ACTION. NOTICE IS HEREBY GIVEN that default has occurred in the conditions of the following described mortgage: DATE OF MORTGAGE: ORIGINAL PRINCIPAL AMOUNT OF MORTGAGE: MORTGAGOR(S): MORTGAGEE: Mortgage Electronic Registration Systems, Inc., a Delaware corporation, as nominee for the lender. DATE AND PLACE OF RECORDING: Recorded in the Office of the County Recorder of Carver County, Minnesota. ASSIGNMENTS OF MORTGAGE: TRANSACTION AGENT: TRANSACTION AGENT'S MORTGAGE IDENTIFICATION NUMBER ON MORTGAGE: LENDER OR BROKER AND MORTGAGE ORIGINATOR STATED ON MORTGAGE: RESIDENTIAL MORTGAGE SERVICER: MORTGAGED PROPERTY ADDRESS: TAX PARCEL I.D. #: LEGAL DESCRIPTION OF PROPERTY: COUNTY IN WHICH PROPERTY IS LOCATED: Carver. THE AMOUNT CLAIMED TO BE DUE ON THE MORTGAGE ON THE DATE OF THE NOTICE: THAT no action or proceeding has been instituted at law to recover the debt secured by said mortgage, or any part thereof; that there has been compliance with all pre-foreclosure notice and acceleration requirements of said mortgage, and/or applicable statutes; PURSUANT to the power of sale contained in said mortgage, the above described property will be sold by the Sheriff of said county as follows: DATE AND TIME OF SALE: PLACE OF SALE: Carver County Sheriff's Office, Carver County Justice Center, 606 East Fourth Street, Chaska, Minnesota. to pay the debt then secured by said mortgage, and taxes, if any, on said premises, and the costs and disbursements, including attorneys' fees allowed by law subject to redemption within six (6) months from the date of said sale by the mortgagor(s), their personal representatives or assigns. TIME AND DATE TO VACATE PROPERTY: If the real estate is an owner-occupied, single-family dwelling, unless otherwise provided by law, the date on or before which the mortgagor(s) must vacate the property if the mortgage is not reinstated under section 580.30 or the property is not redeemed under section 580.23 is 11:59 p.m. THE TIME ALLOWED BY LAW FOR REDEMPTION BY THE MORTGAGOR, THE MORTGAGOR'S PERSONAL REPRESENTATIVES OR ASSIGNS, MAY BE REDUCED TO FIVE WEEKS IF A JUDICIAL ORDER IS ENTERED UNDER MINNESOTA STATUTES, SECTION 582.032, DETERMINING, AMONG OTHER THINGS, THAT THE MORTGAGED PREMISES ARE IMPROVED WITH A RESIDENTIAL DWELLING OF LESS THAN FIVE UNITS, ARE NOT PROPERTY USED IN AGRICULTURAL PRODUCTION, AND ARE ABANDONED. Dated: MORTGAGEE: Attorneys for Mortgagee, Minneapolis, MN. THIS IS A COMMUNICATION FROM A DEBT COLLECTOR. (Published in the Chaska Herald on Thursday.)	[262, 560, 376, 999]
legal-notice	[10, 92, 123, 544]
legal-notice	[263, 92, 376, 544]
column-6-notices	[642, 92, 760, 961]
page-header	[10, 6, 760, 20]
notice-heading: NOTICE OF MORTGAGE FORECLOSURE SALE	[537, 547, 607, 561]
notice-body: THE RIGHT TO VERIFICATION OF THE DEBT AND IDENTITY OF THE ORIGINAL CREDITOR WITHIN THE TIME PROVIDED BY LAW IS NOT AFFECTED BY THIS ACTION. NOTICE IS HEREBY GIVEN that default has occurred in the conditions of the following described mortgage: DATE OF MORTGAGE: ORIGINAL PRINCIPAL AMOUNT OF MORTGAGE: MORTGAGOR(S): MORTGAGEE: Mortgage Electronic Registration Systems, Inc., a Delaware corporation, as nominee for the lender. DATE AND PLACE OF RECORDING: Recorded in the Office of the County Recorder of Carver County, Minnesota. ASSIGNMENTS OF MORTGAGE: TRANSACTION AGENT: TRANSACTION AGENT'S MORTGAGE IDENTIFICATION NUMBER ON MORTGAGE: LENDER OR BROKER AND MORTGAGE ORIGINATOR STATED ON MORTGAGE: RESIDENTIAL MORTGAGE SERVICER: MORTGAGED PROPERTY ADDRESS: TAX PARCEL I.D. #: LEGAL DESCRIPTION OF PROPERTY: COUNTY IN WHICH PROPERTY IS LOCATED: Carver. THE AMOUNT CLAIMED TO BE DUE ON THE MORTGAGE ON THE DATE OF THE NOTICE: THAT no action or proceeding has been instituted at law to recover the debt secured by said mortgage, or any part thereof; that there has been compliance with all pre-foreclosure notice and acceleration requirements of said mortgage, and/or applicable statutes; PURSUANT to the power of sale contained in said mortgage, the above described property will be sold by the Sheriff of said county as follows: DATE AND TIME OF SALE: PLACE OF SALE: Carver County Sheriff's Office, Carver County Justice Center, 606 East Fourth Street, Chaska, Minnesota. to pay the debt then secured by said mortgage, and taxes, if any, on said premises, and the costs and disbursements, including attorneys' fees allowed by law subject to redemption within six (6) months from the date of said sale by the mortgagor(s), their personal representatives or assigns. TIME AND DATE TO VACATE PROPERTY: If the real estate is an owner-occupied, single-family dwelling, unless otherwise provided by law, the date on or before which the mortgagor(s) must vacate the property if the mortgage is not reinstated under section 580.30 or the property is not redeemed under section 580.23 is 11:59 p.m. THE TIME ALLOWED BY LAW FOR REDEMPTION BY THE MORTGAGOR, THE MORTGAGOR'S PERSONAL REPRESENTATIVES OR ASSIGNS, MAY BE REDUCED TO FIVE WEEKS IF A JUDICIAL ORDER IS ENTERED UNDER MINNESOTA STATUTES, SECTION 582.032, DETERMINING, AMONG OTHER THINGS, THAT THE MORTGAGED PREMISES ARE IMPROVED WITH A RESIDENTIAL DWELLING OF LESS THAN FIVE UNITS, ARE NOT PROPERTY USED IN AGRICULTURAL PRODUCTION, AND ARE ABANDONED. Dated: MORTGAGEE: Attorneys for Mortgagee, Minneapolis, MN. THIS IS A COMMUNICATION FROM A DEBT COLLECTOR. (Published in the Chaska Herald on Thursday.)	[10, 104, 124, 544]
notice-body: THE RIGHT TO VERIFICATION OF THE DEBT AND IDENTITY OF THE ORIGINAL CREDITOR WITHIN THE TIME PROVIDED BY LAW IS NOT AFFECTED BY THIS ACTION. NOTICE IS HEREBY GIVEN that default has occurred in the conditions of the following described mortgage: DATE OF MORTGAGE: ORIGINAL PRINCIPAL AMOUNT OF MORTGAGE: MORTGAGOR(S): MORTGAGEE: Mortgage Electronic Registration Systems, Inc., a Delaware corporation, as nominee for the lender. DATE AND PLACE OF RECORDING: Recorded in the Office of the County Recorder of Carver County, Minnesota. ASSIGNMENTS OF MORTGAGE: TRANSACTION AGENT: TRANSACTION AGENT'S MORTGAGE IDENTIFICATION NUMBER ON MORTGAGE: LENDER OR BROKER AND MORTGAGE ORIGINATOR STATED ON MORTGAGE: RESIDENTIAL MORTGAGE SERVICER: MORTGAGED PROPERTY ADDRESS: TAX PARCEL I.D. #: LEGAL DESCRIPTION OF PROPERTY: COUNTY IN WHICH PROPERTY IS LOCATED: Carver. THE AMOUNT CLAIMED TO BE DUE ON THE MORTGAGE ON THE DATE OF THE NOTICE: THAT no action or proceeding has been instituted at law to recover the debt secured by said mortgage, or any part thereof; that there has been compliance with all pre-foreclosure notice and acceleration requirements of said mortgage, and/or applicable statutes; PURSUANT to the power of sale contained in said mortgage, the above described property will be sold by the Sheriff of said county as follows: DATE AND TIME OF SALE: PLACE OF SALE: Carver County Sheriff's Office, Carver County Justice Center, 606 East Fourth Street, Chaska, Minnesota. to pay the debt then secured by said mortgage, and taxes, if any, on said premises, and the costs and disbursements, including attorneys' fees allowed by law subject to redemption within six (6) months from the date of said sale by the mortgagor(s), their personal representatives or assigns. TIME AND DATE TO VACATE PROPERTY: If the real estate is an owner-occupied, single-family dwelling, unless otherwise provided by law, the date on or before which the mortgagor(s) must vacate the property if the mortgage is not reinstated under section 580.30 or the property is not redeemed under section 580.23 is 11:59 p.m. THE TIME ALLOWED BY LAW FOR REDEMPTION BY THE MORTGAGOR, THE MORTGAGOR'S PERSONAL REPRESENTATIVES OR ASSIGNS, MAY BE REDUCED TO FIVE WEEKS IF A JUDICIAL ORDER IS ENTERED UNDER MINNESOTA STATUTES, SECTION 582.032, DETERMINING, AMONG OTHER THINGS, THAT THE MORTGAGED PREMISES ARE IMPROVED WITH A RESIDENTIAL DWELLING OF LESS THAN FIVE UNITS, ARE NOT PROPERTY USED IN AGRICULTURAL PRODUCTION, AND ARE ABANDONED. Dated: MORTGAGEE: Attorneys for Mortgagee, Minneapolis, MN. THIS IS A COMMUNICATION FROM A DEBT COLLECTOR. (Published in the Chaska Herald on Thursday.)	[10, 1016, 124, 1455]
footer-title: Public Notices	[669, 971, 732, 982]
legal-notice	[389, 548, 502, 1000]
site-name: www.chaskaherald.com | Chaska Herald	[10, 8, 154, 18]
notice-heading: NOTICE OF MORTGAGE FORECLOSURE SALE	[158, 1003, 228, 1016]
legal-notice	[515, 548, 628, 1000]
legal-notice	[10, 1003, 123, 1455]
notice-body: THE RIGHT TO VERIFICATION OF THE DEBT AND IDENTITY OF THE ORIGINAL CREDITOR WITHIN THE TIME PROVIDED BY LAW IS NOT AFFECTED BY THIS ACTION. NOTICE IS HEREBY GIVEN that default has occurred in the conditions of the following described mortgage: DATE OF MORTGAGE: ORIGINAL PRINCIPAL AMOUNT OF MORTGAGE: MORTGAGOR(S): MORTGAGEE: Mortgage Electronic Registration Systems, Inc., a Delaware corporation, as nominee for the lender. DATE AND PLACE OF RECORDING: Recorded in the Office of the County Recorder of Carver County, Minnesota. ASSIGNMENTS OF MORTGAGE: TRANSACTION AGENT: TRANSACTION AGENT'S MORTGAGE IDENTIFICATION NUMBER ON MORTGAGE: LENDER OR BROKER AND MORTGAGE ORIGINATOR STATED ON MORTGAGE: RESIDENTIAL MORTGAGE SERVICER: MORTGAGED PROPERTY ADDRESS: TAX PARCEL I.D. #: LEGAL DESCRIPTION OF PROPERTY: COUNTY IN WHICH PROPERTY IS LOCATED: Carver. THE AMOUNT CLAIMED TO BE DUE ON THE MORTGAGE ON THE DATE OF THE NOTICE: THAT no action or proceeding has been instituted at law to recover the debt secured by said mortgage, or any part thereof; that there has been compliance with all pre-foreclosure notice and acceleration requirements of said mortgage, and/or applicable statutes; PURSUANT to the power of sale contained in said mortgage, the above described property will be sold by the Sheriff of said county as follows: DATE AND TIME OF SALE: PLACE OF SALE: Carver County Sheriff's Office, Carver County Justice Center, 606 East Fourth Street, Chaska, Minnesota. to pay the debt then secured by said mortgage, and taxes, if any, on said premises, and the costs and disbursements, including attorneys' fees allowed by law subject to redemption within six (6) months from the date of said sale by the mortgagor(s), their personal representatives or assigns. TIME AND DATE TO VACATE PROPERTY: If the real estate is an owner-occupied, single-family dwelling, unless otherwise provided by law, the date on or before which the mortgagor(s) must vacate the property if the mortgage is not reinstated under section 580.30 or the property is not redeemed under section 580.23 is 11:59 p.m. THE TIME ALLOWED BY LAW FOR REDEMPTION BY THE MORTGAGOR, THE MORTGAGOR'S PERSONAL REPRESENTATIVES OR ASSIGNS, MAY BE REDUCED TO FIVE WEEKS IF A JUDICIAL ORDER IS ENTERED UNDER MINNESOTA STATUTES, SECTION 582.032, DETERMINING, AMONG OTHER THINGS, THAT THE MORTGAGED PREMISES ARE IMPROVED WITH A RESIDENTIAL DWELLING OF LESS THAN FIVE UNITS, ARE NOT PROPERTY USED IN AGRICULTURAL PRODUCTION, AND ARE ABANDONED. Dated: MORTGAGEE: Attorneys for Mortgagee, Minneapolis, MN. THIS IS A COMMUNICATION FROM A DEBT COLLECTOR. (Published in the Chaska Herald on Thursday.)	[641, 104, 760, 524]
issue-date: August 29, 2013	[679, 8, 738, 18]
notice-columns	[10, 92, 760, 1455]
notice-heading: NOTICE OF MORTGAGE FORECLOSURE SALE	[158, 547, 228, 561]
notice-heading: NOTICE OF MORTGAGE FORECLOSURE SALE	[411, 1003, 481, 1016]
notice-heading: NOTICE OF MORTGAGE FORECLOSURE SALE	[411, 92, 481, 105]
